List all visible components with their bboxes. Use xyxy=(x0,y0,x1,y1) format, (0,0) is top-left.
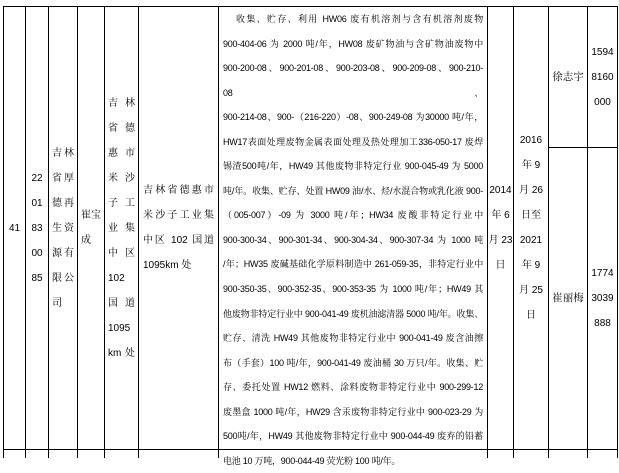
license-number-cell xyxy=(26,7,49,450)
text-line: 年 6 xyxy=(491,210,510,221)
text-line: 崔宝 xyxy=(81,210,101,221)
text-line: 国道 xyxy=(108,297,135,309)
text-line: 源有 xyxy=(52,247,74,259)
text-line: 日 xyxy=(495,260,506,271)
legal-representative-cell xyxy=(78,7,105,450)
text-line: 废墨盒 1000 吨/年，HW29 含汞废物非特定行业中 900-023-29 为 xyxy=(223,406,483,417)
text-line: 102 xyxy=(108,272,125,284)
text-line: 900-350-35、900-352-35、900-353-35 为 1000 吨/年；HW49 其 xyxy=(223,284,483,295)
text-line: km处 xyxy=(108,347,135,359)
text-line: 1774 xyxy=(591,268,614,279)
text-line: 贮存、清洗 HW49 其他废物非特定行业中 900-041-49 废含油擦 xyxy=(223,333,483,344)
text-line: HW17表面处理废物金属表面处理及热处理加工336-050-17 废焊 xyxy=(223,136,483,147)
text-line: 吉林 xyxy=(108,97,135,109)
text-line: 41 xyxy=(8,222,21,234)
text-line: 限公 xyxy=(52,272,74,284)
text-line: 米沙 xyxy=(108,172,135,184)
next-row-stub-cell xyxy=(514,450,549,458)
text-line: 月 23 xyxy=(488,235,513,246)
text-line: 900-300-34、900-301-34、900-304-34、900-307-34 为 1000 吨 xyxy=(223,234,483,245)
text-line: 000 xyxy=(594,96,611,108)
next-row-stub-cell xyxy=(588,450,618,458)
text-line: 米沙子工业集 xyxy=(143,210,214,221)
text-line: 900-200-08、900-201-08、900-203-08、900-209-08、900-210-08、 xyxy=(223,63,483,98)
next-row-stub-cell xyxy=(105,450,139,458)
text-line: 22 xyxy=(31,172,43,184)
text-line: 业集 xyxy=(108,222,135,234)
text-line: 2014 xyxy=(489,185,512,196)
next-row-stub xyxy=(3,450,618,458)
text-line: 900-404-06 为 2000 吨/年，HW08 废矿物油与含矿物油废物中 xyxy=(223,38,483,49)
registered-address-cell xyxy=(105,7,139,450)
next-row-stub-cell xyxy=(49,450,78,458)
text-line: 500吨/年，HW49 其他废物非特定行业中 900-044-49 废弃的铅蓄 xyxy=(223,431,483,442)
text-line: 83 xyxy=(31,222,43,234)
contact-phone-cell xyxy=(588,7,618,148)
text-line: 中区 102 国道 xyxy=(143,235,214,246)
text-line: 1095 xyxy=(108,322,131,334)
text-line: 中区 xyxy=(108,247,135,259)
text-line: 1594 xyxy=(591,46,614,58)
next-row-stub-cell xyxy=(4,450,26,458)
text-line: 成 xyxy=(81,235,91,246)
text-line: 85 xyxy=(31,272,43,284)
text-line: 锡渣500吨/年，HW49 其他废物非特定行业 900-045-49 为 5000 xyxy=(223,161,483,172)
contact-phone-cell xyxy=(588,148,618,450)
text-line: 子工 xyxy=(108,197,135,209)
text-line: 月 26 xyxy=(519,185,543,196)
text-line: 月 25 xyxy=(519,285,543,296)
text-line: 1095km 处 xyxy=(143,260,192,271)
text-line: 888 xyxy=(594,318,611,329)
contact-name: 崔丽梅 xyxy=(552,292,584,304)
text-line: 他废物非特定行业中 900-041-49 废机油滤清器 5000 吨/年。收集、 xyxy=(223,308,483,319)
text-line: 900-214-08、900-（216-220）-08、900-249-08 为30000 吨/年， xyxy=(223,112,483,123)
text-line: 日至 xyxy=(521,210,541,221)
text-line: 生资 xyxy=(52,222,74,234)
text-line: /年；HW35 废碱基础化学原料制造中 261-059-35，非特定行业中 xyxy=(223,259,483,270)
text-line: 德再 xyxy=(52,197,74,209)
company-name-cell xyxy=(49,7,78,450)
contact-name: 徐志宇 xyxy=(552,70,584,83)
text-line: （005-007）-09 为 3000 吨/年；HW34 废酸非特定行业中 xyxy=(223,210,483,221)
contact-name-cell xyxy=(549,7,588,148)
next-row-stub-cell xyxy=(488,450,514,458)
permit-table xyxy=(3,6,618,466)
text-line: 存、委托处置 HW12 燃料、涂料废物非特定行业中 900-299-12 xyxy=(223,382,483,393)
next-row-stub-cell xyxy=(139,450,219,458)
text-line: 布（手套）100 吨/年，900-041-49 废油桶 30 万只/年。收集、贮 xyxy=(223,357,483,368)
text-line: 省厚 xyxy=(52,172,74,184)
next-row-stub-cell xyxy=(549,450,588,458)
text-line: 8160 xyxy=(591,71,614,83)
text-line: 3039 xyxy=(591,293,614,304)
text-line: 吉林省德惠市 xyxy=(143,185,214,196)
text-line: 吉林 xyxy=(52,147,74,159)
text-line: 吨/年。收集、贮存、处置 HW09 油/水、烃/水混合物或乳化液 900- xyxy=(223,185,483,196)
permitted-activities-cell xyxy=(219,7,488,466)
facility-address-cell xyxy=(139,7,219,450)
text-line: 00 xyxy=(31,247,43,259)
text-line: 司 xyxy=(52,297,62,309)
text-line: 2021 xyxy=(519,235,543,246)
row-number-cell xyxy=(4,7,26,450)
text-line: 收集、贮存、利用 HW06 废有机溶剂与含有机溶剂废物 xyxy=(236,14,483,24)
next-row-stub-cell xyxy=(26,450,49,458)
text-line: 01 xyxy=(31,197,43,209)
text-line: 电池 10 万吨，900-044-49 荧光粉 100 吨/年。 xyxy=(223,455,401,466)
next-row-stub-cell xyxy=(219,450,488,458)
validity-period-cell xyxy=(514,7,549,450)
text-line: 2016 xyxy=(519,135,543,146)
text-line: 年 9 xyxy=(521,160,541,171)
text-line: 日 xyxy=(526,310,536,321)
text-line: 年 9 xyxy=(521,260,541,271)
text-line: 惠市 xyxy=(108,147,135,159)
issue-date-cell xyxy=(488,7,514,450)
next-row-stub-cell xyxy=(78,450,105,458)
text-line: 省德 xyxy=(108,122,135,134)
contact-name-cell xyxy=(549,148,588,450)
